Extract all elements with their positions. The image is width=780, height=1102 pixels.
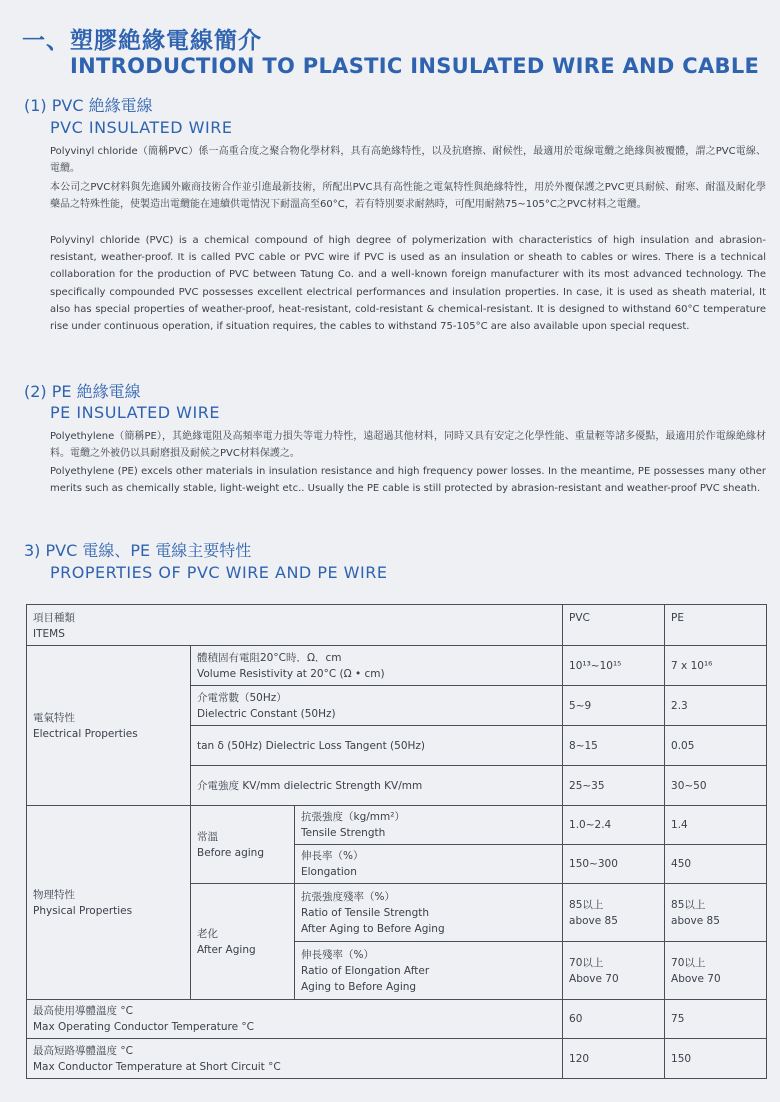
property-name-english: Ratio of Elongation After — [301, 964, 430, 977]
electrical-group-cell — [27, 646, 191, 806]
pvc-value-cell: 10¹³~10¹⁵ — [563, 646, 665, 686]
table-row — [27, 646, 767, 686]
after-aging-english: After Aging — [197, 943, 256, 956]
property-name-cell — [191, 686, 563, 726]
property-name-english: Tensile Strength — [301, 827, 386, 839]
items-header-english: ITEMS — [33, 628, 65, 640]
property-name-cell — [295, 845, 563, 884]
after-aging-chinese: 老化 — [197, 927, 218, 940]
property-name-chinese: 抗張強度（kg/mm²） — [301, 811, 405, 823]
section-2-heading-english: PE INSULATED WIRE — [50, 403, 220, 422]
property-name-chinese: 伸長率（%） — [301, 850, 364, 862]
physical-group-english: Physical Properties — [33, 904, 133, 917]
pe-value-cell: 75 — [665, 1000, 767, 1039]
pvc-header-cell: PVC — [563, 605, 665, 646]
page-title-english: INTRODUCTION TO PLASTIC INSULATED WIRE AND CABLE — [70, 54, 760, 78]
property-name-cell: tan δ (50Hz) Dielectric Loss Tangent (50Hz) — [191, 726, 563, 766]
table-header-row — [27, 605, 767, 646]
properties-table — [26, 604, 767, 1079]
items-header-cell — [27, 605, 563, 646]
table-row — [27, 1000, 767, 1039]
pe-value-english: Above 70 — [671, 972, 721, 985]
pe-value-cell: 1.4 — [665, 806, 767, 845]
max-operating-temp-cell — [27, 1000, 563, 1039]
items-header-chinese: 項目種類 — [33, 612, 75, 624]
pe-value-cell: 2.3 — [665, 686, 767, 726]
pvc-value-cell — [563, 884, 665, 942]
property-name-cell: 介電強度 KV/mm dielectric Strength KV/mm — [191, 766, 563, 806]
table-row — [27, 1039, 767, 1079]
section-3-heading-chinese: 3) PVC 電線、PE 電線主要特性 — [24, 541, 252, 560]
property-name-chinese: 體積固有電阻20°C時．Ω．cm — [197, 651, 342, 664]
property-name-cell — [295, 942, 563, 1000]
max-short-circuit-temp-chinese: 最高短路導體溫度 °C — [33, 1044, 133, 1057]
pvc-value-chinese: 85以上 — [569, 898, 604, 911]
section-1-paragraph-1: Polyvinyl chloride（簡稱PVC）係一高重合度之聚合物化學材料，具有高絶緣特性，以及抗磨擦、耐候性，最適用於電線電纜之絶緣與被覆體，謂之PVC電線、電纜。 — [50, 146, 766, 175]
pvc-value-chinese: 70以上 — [569, 956, 604, 969]
property-name-chinese: 伸長殘率（%） — [301, 948, 374, 961]
section-2-paragraph-1: Polyethylene（簡稱PE），其絶緣電阻及高頻率電力損失等電力特性，遠超過其他材料，同時又具有安定之化學性能、重量輕等諸多優點，最適用於作電線絶緣材料。電纜之外被仍以具耐磨損及耐候之PVC材料保護之。 — [50, 431, 766, 460]
section-2-heading-chinese: (2) PE 絶緣電線 — [24, 382, 141, 401]
property-name-chinese: 抗張強度殘率（%） — [301, 890, 395, 903]
property-name-cell — [295, 884, 563, 942]
pvc-value-cell: 120 — [563, 1039, 665, 1079]
max-operating-temp-english: Max Operating Conductor Temperature °C — [33, 1021, 255, 1033]
max-short-circuit-temp-cell — [27, 1039, 563, 1079]
table-row — [27, 806, 767, 845]
pvc-value-english: Above 70 — [569, 972, 619, 985]
property-name-english-cont: Aging to Before Aging — [301, 980, 417, 993]
pe-value-cell: 30~50 — [665, 766, 767, 806]
pvc-value-cell — [563, 942, 665, 1000]
section-1-paragraph-3: Polyvinyl chloride (PVC) is a chemical compound of high degree of polymerization with characteristics of high insulation and abrasion-resistant, weather-proof. It is called PVC cable or PVC wire if PVC is used as an insulation or sheath to cables or wires. There is a technical collaboration for the production of PVC between Tatung Co. and a well-known foreign manufacturer with its most advanced technology. The specifically compounded PVC possesses excellent electrical performances and insulation properties. In case, it is used as sheath material, It also has special properties of weather-proof, heat-resistant, cold-resistant & chemical-resistant. It is designed to withstand 60°C temperature rise under continuous operation, if situation requires, the cables to withstand 75-105°C are also available upon special request. — [50, 235, 766, 333]
property-name-english: Ratio of Tensile Strength — [301, 906, 430, 919]
property-name-cell — [191, 646, 563, 686]
property-name-english-cont: After Aging to Before Aging — [301, 922, 445, 935]
section-1-heading-chinese: (1) PVC 絶緣電線 — [24, 96, 153, 115]
property-name-english: Elongation — [301, 866, 357, 878]
electrical-group-english: Electrical Properties — [33, 727, 138, 740]
max-operating-temp-chinese: 最高使用導體溫度 °C — [33, 1005, 133, 1017]
pvc-value-english: above 85 — [569, 914, 618, 927]
pe-value-cell: 150 — [665, 1039, 767, 1079]
page-title-chinese: 一、塑膠絶緣電線簡介 — [22, 28, 262, 54]
section-3-heading-english: PROPERTIES OF PVC WIRE AND PE WIRE — [50, 563, 388, 582]
physical-group-cell — [27, 806, 191, 1000]
property-name-chinese: 介電常數（50Hz） — [197, 691, 287, 704]
section-1-heading-english: PVC INSULATED WIRE — [50, 118, 233, 137]
pvc-value-cell: 5~9 — [563, 686, 665, 726]
electrical-group-chinese: 電氣特性 — [33, 711, 75, 724]
pvc-value-cell: 60 — [563, 1000, 665, 1039]
pe-value-chinese: 70以上 — [671, 956, 706, 969]
pe-value-chinese: 85以上 — [671, 898, 706, 911]
before-aging-chinese: 常溫 — [197, 830, 218, 843]
pe-header-cell: PE — [665, 605, 767, 646]
pe-value-cell: 7 x 10¹⁶ — [665, 646, 767, 686]
property-name-cell — [295, 806, 563, 845]
pvc-value-cell: 150~300 — [563, 845, 665, 884]
property-name-english: Dielectric Constant (50Hz) — [197, 707, 336, 720]
pvc-value-cell: 8~15 — [563, 726, 665, 766]
pvc-value-cell: 1.0~2.4 — [563, 806, 665, 845]
before-aging-cell — [191, 806, 295, 884]
after-aging-cell — [191, 884, 295, 1000]
property-name-english: Volume Resistivity at 20°C (Ω • cm) — [197, 667, 385, 680]
pe-value-cell — [665, 884, 767, 942]
physical-group-chinese: 物理特性 — [33, 888, 75, 901]
pe-value-cell: 450 — [665, 845, 767, 884]
pe-value-cell: 0.05 — [665, 726, 767, 766]
section-2-paragraph-2: Polyethylene (PE) excels other materials in insulation resistance and high frequency power losses. In the meantime, PE possesses many other merits such as chemically stable, light-weight etc.. Usually the PE cable is still protected by abrasion-resistant and weather-proof PVC sheath. — [50, 466, 766, 495]
section-1-paragraph-2: 本公司之PVC材料與先進國外廠商技術合作並引進最新技術，所配出PVC具有高性能之電氣特性與絶緣特性，用於外覆保護之PVC更具耐候、耐寒、耐溫及耐化學藥品之特殊性能，使製造出電纜能在連續供電情況下耐溫高至60°C，若有特別要求耐熱時，可配用耐熱75~105°C之PVC材料之電纜。 — [50, 182, 766, 211]
pe-value-cell — [665, 942, 767, 1000]
max-short-circuit-temp-english: Max Conductor Temperature at Short Circuit °C — [33, 1060, 281, 1073]
pe-value-english: above 85 — [671, 914, 720, 927]
before-aging-english: Before aging — [197, 846, 265, 859]
pvc-value-cell: 25~35 — [563, 766, 665, 806]
